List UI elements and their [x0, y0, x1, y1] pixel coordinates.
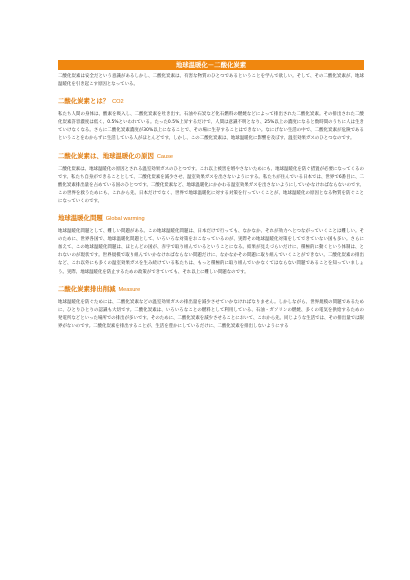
- section-what-is-co2: [58, 97, 364, 143]
- section-heading: [58, 152, 364, 162]
- section-heading: [58, 214, 364, 224]
- section-heading-text: 二酸化炭素は、地球温暖化の原因: [58, 151, 154, 160]
- section-global-warming: [58, 214, 364, 277]
- section-heading-sub: Global warming: [105, 216, 145, 223]
- section-body: 地球温暖化を防ぐためには、二酸化炭素などの温室効果ガスの排出量を減少させていかなければなりません。しかしながら、世界規模の問題であるために、ひとりひとりの認識も大切です。二酸化炭素は、いろいろなことの燃料として利用している、石油・ガソリンの燃焼、多くの電気を供給するための発電所などといった場所での排出が多いです。そのために、二酸化炭素を減少させることにおいて、これから先、同じような生活では、その排出量では限界がないのです。二酸化炭素を排出することが、生活を豊かにしているだけに、二酸化炭素を排出しないようにする: [58, 299, 364, 329]
- section-heading-text: 二酸化炭素とは？: [58, 97, 110, 106]
- section-cause: [58, 152, 364, 206]
- section-heading: [58, 97, 364, 107]
- document-title: 地球温暖化－二酸化炭素: [58, 60, 364, 70]
- section-heading: [58, 285, 364, 295]
- section-heading-sub: Measure: [118, 286, 141, 293]
- section-heading-text: 地球温暖化問題: [58, 214, 103, 223]
- section-body: 二酸化炭素は、地球温暖化の原因とされる温室効果ガスのひとつです。これ以上被害を増やさないためにも、地球温暖化を防ぐ措置が必要になってくるのです。私たち自身ができることとして、二酸化炭素を減少させ、温室効果ガスを出さないようにする。私たちが住んでいる日本では、世界で6番目に、二酸化炭素排出量を占めている国のひとつです。二酸化炭素など、地球温暖化にかかわる温室効果ガスを出さないようにしていかなければならないのです。この世界を救うためにも、これから先、日本だけでなく、世界で地球温暖化に対する対策を行っていくことが、地球温暖化の原因となる物質を防ぐことになっていくのです。: [58, 166, 364, 204]
- intro-paragraph: 二酸化炭素は安全だという意識があるしかし、二酸化炭素は、有害な物質のひとつであるということを学んで欲しい。そして、その二酸化炭素が、地球温暖化を引き起こす原因となっている。: [58, 74, 364, 88]
- section-heading-sub: CO2: [112, 99, 124, 106]
- section-heading-text: 二酸化炭素排出削減: [58, 284, 116, 293]
- section-body: 地球温暖化問題として、難しい問題がある。この地球温暖化問題は、日本だけで行っても、なかなか、それが効力へとつながっていくことは難しい。そのために、世界各国で、地球温暖化問題として、いろいろな対策をおこなっているのが、実際その地球温暖化対策をしてできていない国も多い。さらに加えて、この地球温暖化問題は、ほとんどの国が、赤字で取り組んでいるということになる。結果が見えづらいだけに、積極的に動くという体制は、とれないのが現状です。世界規模で取り組んでいかなければならない問題だけに、なかなかその問題に取り組んでいくことができない。二酸化炭素の排出など、これ以外にも多くの温室効果ガスを生み続けている私たちは、もっと積極的に取り組んでいかなくてはならない問題であることを知っていましょう。実際、地球温暖化を防止するための政策ができていても、それ以上に難しい問題なのです。: [58, 229, 364, 275]
- section-heading-sub: Cause: [156, 153, 174, 160]
- section-body: 私たち人間の身体は、酸素を吸入し、二酸化炭素を吐き出す。石油や石炭など化石燃料の燃焼などによって排出された二酸化炭素。その排出された二酸化炭素許容濃度は低く、0.5%といわれている。たった0.5%上昇するだけで、人間は意識不明となり、25%以上の濃度になると数時間のうちに人は生きていけなくなる。さらに二酸化炭素濃度が30%以上になることで、その場に生存することはできない。なにげない生活の中で、二酸化炭素が危険であるということをわからずに生活している人がほとんどです。しかし、この二酸化炭素は、地球温暖化に影響を及ぼす、温室効果ガスのひとつなのです。: [58, 112, 364, 142]
- section-measure: [58, 285, 364, 331]
